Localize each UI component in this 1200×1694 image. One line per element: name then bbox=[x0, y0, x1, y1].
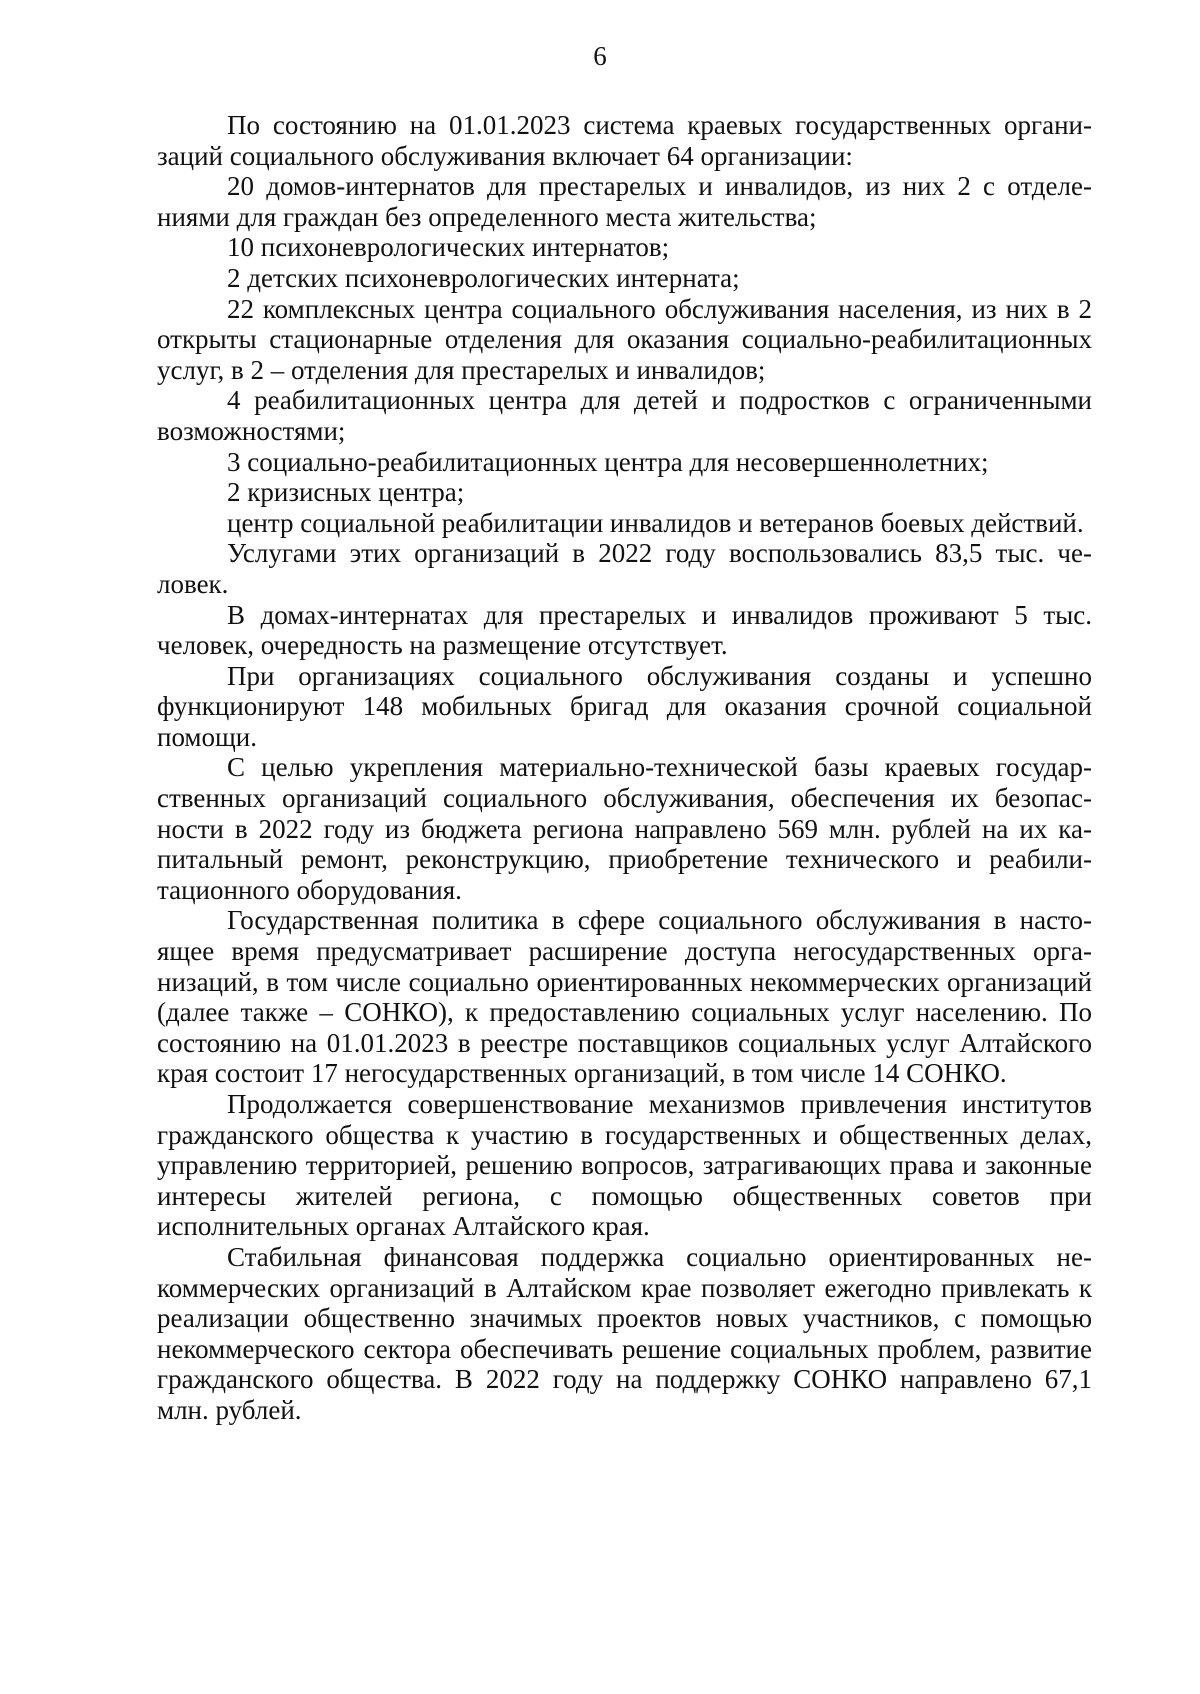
paragraph-system-overview: По состоянию на 01.01.2023 система краевых государственных организаций социального обслуживания включает 64 организации: bbox=[157, 110, 1092, 171]
paragraph-mobile-brigades: При организациях социального обслуживания созданы и успешно функционируют 148 мобильных бригад для оказания срочной социальной помощи. bbox=[157, 660, 1092, 752]
list-item-complex-centers: 22 комплексных центра социального обслуживания населения, из них в 2 открыты стационарные отделения для оказания социально-реабилитационных услуг, в 2 – отделения для престарелых и инвалидов; bbox=[157, 293, 1092, 385]
paragraph-civil-society: Продолжается совершенствование механизмов привлечения институтов гражданского общества к участию в государственных и общественных делах, управлению территорией, решению вопросов, затрагивающих права и законные интересы жителей региона, с помощью общественных советов при исполнительных органах Алтайского края. bbox=[157, 1089, 1092, 1242]
list-item-children-psychoneurological: 2 детских психоневрологических интерната; bbox=[227, 262, 740, 293]
list-item-nursing-homes: 20 домов-интернатов для престарелых и инвалидов, из них 2 с отделениями для граждан без определенного места жительства; bbox=[157, 171, 1092, 232]
paragraph-capital-repairs: С целью укрепления материально-технической базы краевых государственных организаций социального обслуживания, обеспечения их безопасности в 2022 году из бюджета региона направлено 569 млн. рублей на их капитальный ремонт, реконструкцию, приобретение технического и реабилитационного оборудования. bbox=[157, 752, 1092, 905]
document-body bbox=[157, 110, 1092, 1426]
list-item-veterans-center: центр социальной реабилитации инвалидов и ветеранов боевых действий. bbox=[227, 507, 1084, 538]
list-item-rehabilitation-centers: 4 реабилитационных центра для детей и подростков с ограниченными возможностями; bbox=[157, 385, 1092, 446]
page-number: 6 bbox=[593, 41, 607, 71]
list-item-crisis-centers: 2 кризисных центра; bbox=[227, 477, 465, 508]
paragraph-service-users: Услугами этих организаций в 2022 году воспользовались 83,5 тыс. человек. bbox=[157, 538, 1092, 599]
paragraph-residents: В домах-интернатах для престарелых и инвалидов проживают 5 тыс. человек, очередность на размещение отсутствует. bbox=[157, 599, 1092, 661]
paragraph-state-policy: Государственная политика в сфере социального обслуживания в настоящее время предусматривает расширение доступа негосударственных организаций, в том числе социально ориентированных некоммерческих организаций (далее также – СОНКО), к предоставлению социальных услуг населению. По состоянию на 01.01.2023 в реестре поставщиков социальных услуг Алтайского края состоит 17 негосударственных организаций, в том числе 14 СОНКО. bbox=[157, 905, 1092, 1089]
list-item-psychoneurological-boarding: 10 психоневрологических интернатов; bbox=[227, 232, 670, 263]
list-item-minors-centers: 3 социально-реабилитационных центра для несовершеннолетних; bbox=[227, 446, 989, 477]
paragraph-financial-support: Стабильная финансовая поддержка социально ориентированных некоммерческих организаций в Алтайском крае позволяет ежегодно привлекать к реализации общественно значимых проектов новых участников, с помощью некоммерческого сектора обеспечивать решение социальных проблем, развитие гражданского общества. В 2022 году на поддержку СОНКО направлено 67,1 млн. рублей. bbox=[157, 1241, 1092, 1425]
